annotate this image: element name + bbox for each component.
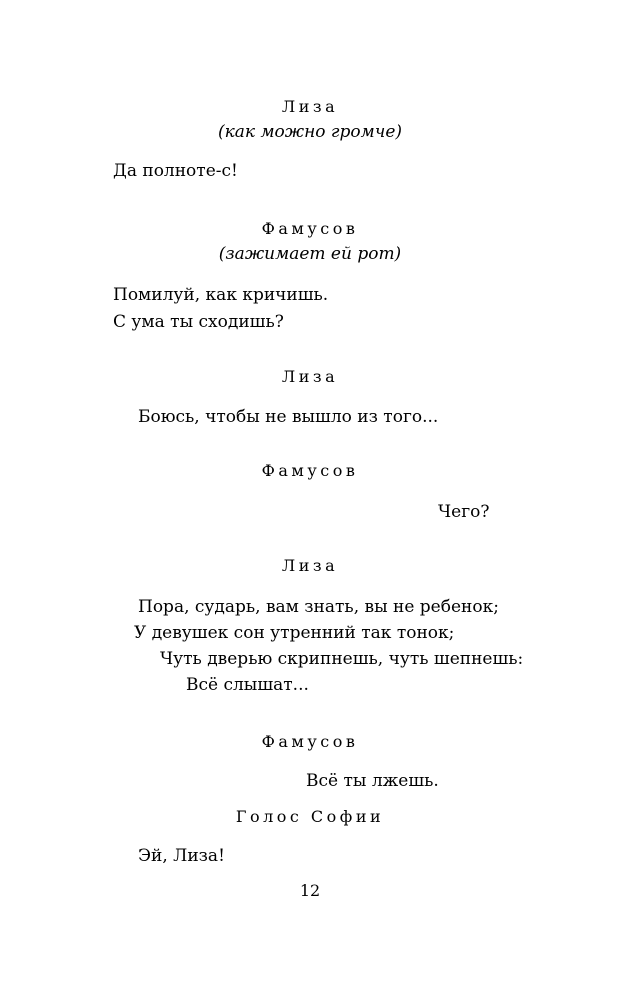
dialogue-line: Всё слышат... [186, 675, 309, 695]
dialogue-line: Помилуй, как кричишь. [113, 285, 329, 305]
stage-direction: (зажимает ей рот) [218, 244, 402, 264]
speaker-name: Фамусов [261, 732, 359, 751]
dialogue-line: Чего? [438, 502, 490, 522]
dialogue-line: С ума ты сходишь? [113, 312, 284, 332]
speaker-name: Лиза [281, 556, 339, 575]
dialogue-line: Боюсь, чтобы не вышло из того... [138, 407, 439, 427]
speaker-name: Голос Софии [235, 807, 385, 826]
dialogue-line: У девушек сон утренний так тонок; [134, 623, 455, 643]
speaker-name: Лиза [281, 97, 339, 116]
dialogue-line: Чуть дверью скрипнешь, чуть шепнешь: [160, 649, 524, 669]
dialogue-line: Да полноте-с! [113, 161, 238, 181]
stage-direction: (как можно громче) [217, 122, 403, 142]
speaker-name: Фамусов [261, 219, 359, 238]
speaker-name: Фамусов [261, 461, 359, 480]
dialogue-line: Пора, сударь, вам знать, вы не ребенок; [138, 597, 499, 617]
dialogue-line: Всё ты лжешь. [306, 771, 439, 791]
dialogue-line: Эй, Лиза! [138, 846, 225, 866]
page-number: 12 [299, 881, 321, 900]
speaker-name: Лиза [281, 367, 339, 386]
